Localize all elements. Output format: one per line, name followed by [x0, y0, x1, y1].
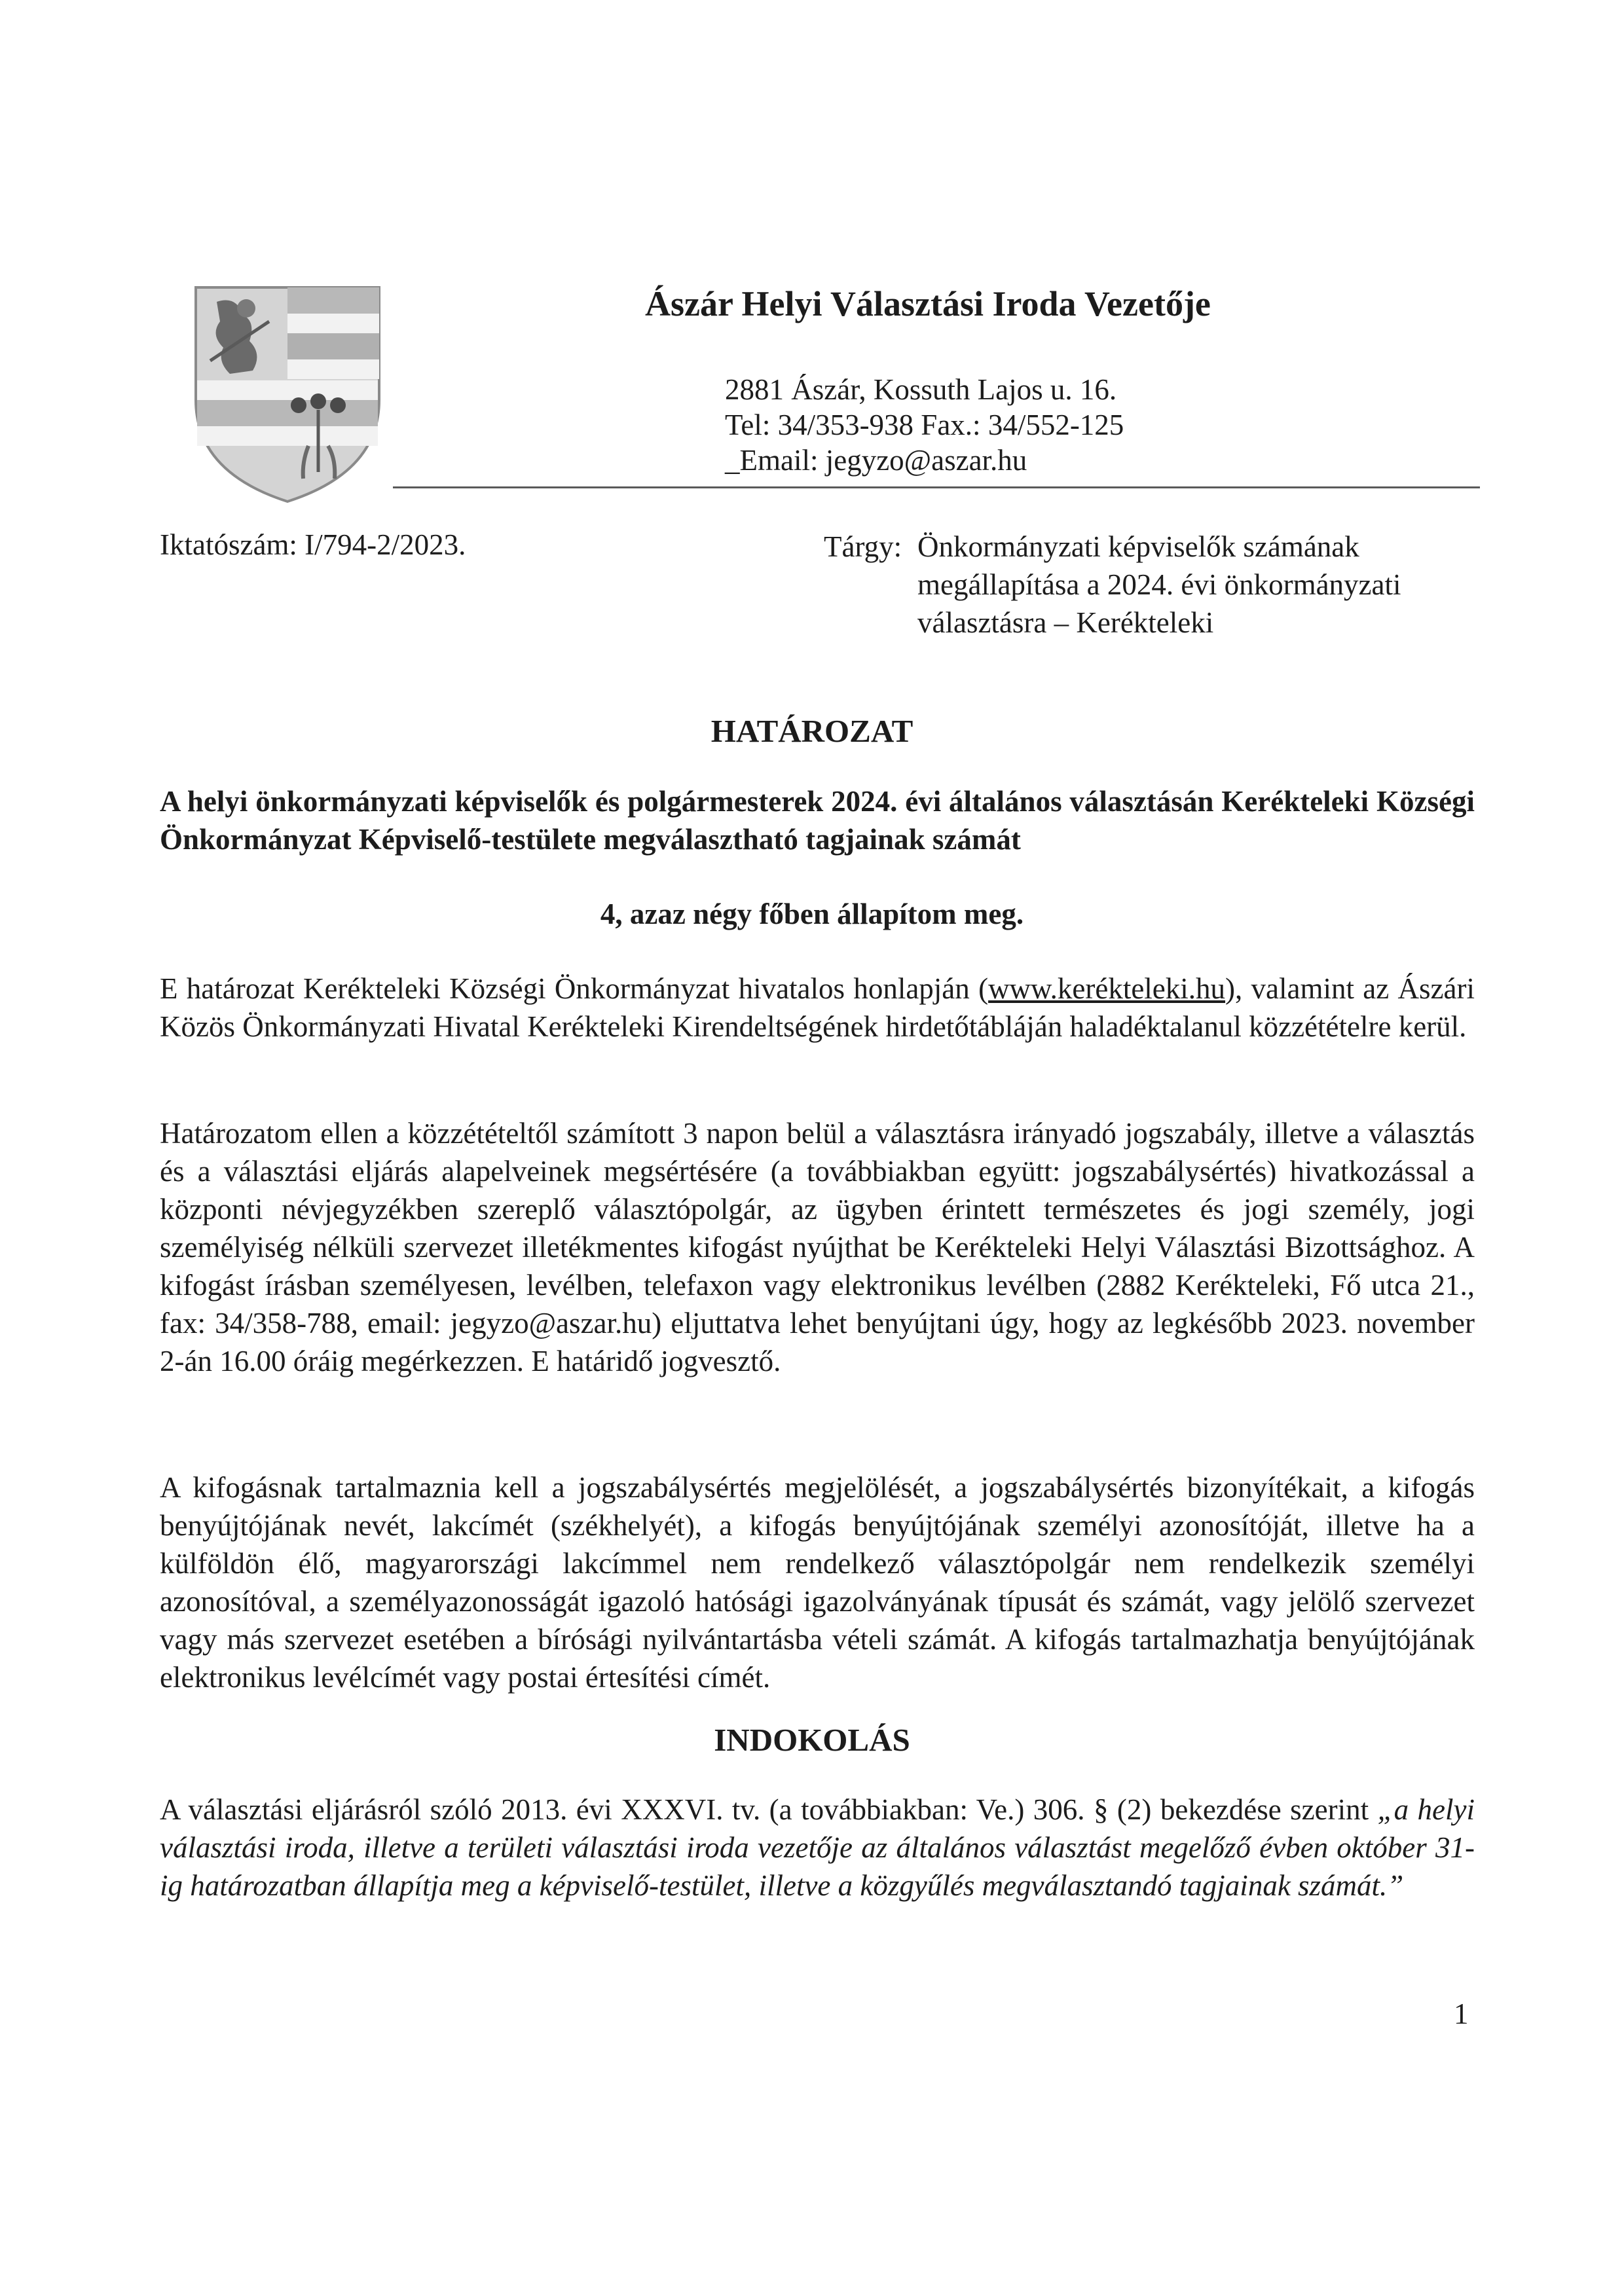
subject-label: Tárgy:	[824, 530, 902, 563]
address-line: 2881 Ászár, Kossuth Lajos u. 16.	[725, 373, 1117, 406]
subject-line: választásra – Kerékteleki	[917, 606, 1214, 639]
office-title: Ászár Helyi Választási Iroda Vezetője	[645, 284, 1211, 323]
subject-block	[824, 528, 1401, 642]
reference-number: Iktatószám: I/794-2/2023.	[160, 528, 466, 561]
justification-paragraph	[160, 1791, 1475, 1904]
subject-line: Önkormányzati képviselők számának	[917, 530, 1359, 563]
website-link[interactable]: www.kerékteleki.hu	[988, 972, 1226, 1005]
office-contact	[725, 372, 1124, 478]
publication-paragraph	[160, 970, 1475, 1046]
decision-result: 4, azaz négy főben állapítom meg.	[600, 898, 1024, 930]
content-requirements-paragraph: A kifogásnak tartalmaznia kell a jogszabálysértés megjelölését, a jogszabálysértés bizonyítékait, a kifogás benyújtójának nevét, lakcímét (székhelyét), a kifogás benyújtójának személyi azonosítóját, illetve ha a külföldön élő, magyarországi lakcímmel nem rendelkező választópolgár nem rendelkezik személyi azonosítóval, a személyazonosságát igazoló hatósági igazolványának típusát és számát, vagy jelölő szervezet vagy más szervezet esetében a bírósági nyilvántartásba vételi számát. A kifogás tartalmazhatja benyújtójának elektronikus levélcímét vagy postai értesítési címét.	[160, 1471, 1475, 1694]
appeal-paragraph: Határozatom ellen a közzétételtől számított 3 napon belül a választásra irányadó jogszabály, illetve a választás és a választási eljárás alapelveinek megsértésére (a továbbiakban együtt: jogszabálysértés) hivatkozással a központi névjegyzékben szereplő választópolgár, az ügyben érintett természetes és jogi személy, jogi személyiség nélküli szervezet illetékmentes kifogást nyújthat be Kerékteleki Helyi Választási Bizottsághoz. A kifogást írásban személyesen, levélben, telefaxon vagy elektronikus levélben (2882 Kerékteleki, Fő utca 21., fax: 34/358-788, email: jegyzo@aszar.hu) eljuttatva lehet benyújtani úgy, hogy az legkésőbb 2023. november 2-án 16.00 óráig megérkezzen. E határidő jogvesztő.	[160, 1117, 1475, 1377]
email-line: _Email: jegyzo@aszar.hu	[725, 444, 1027, 477]
header-divider	[393, 486, 1480, 488]
justification-heading: INDOKOLÁS	[714, 1722, 910, 1758]
decision-statement: A helyi önkormányzati képviselők és polgármesterek 2024. évi általános választásán Kerékteleki Községi Önkormányzat Képviselő-testülete megválasztható tagjainak számát	[160, 785, 1475, 856]
phone-line: Tel: 34/353-938 Fax.: 34/552-125	[725, 409, 1124, 441]
justification-text: A választási eljárásról szóló 2013. évi XXXVI. tv. (a továbbiakban: Ve.) 306. § (2) bekezdése szerint	[160, 1793, 1378, 1826]
publication-text: E határozat Kerékteleki Községi Önkormányzat hivatalos honlapján (	[160, 972, 989, 1005]
page-number: 1	[1454, 1997, 1469, 2030]
legal-quote: „a helyi választási iroda, illetve a területi választási iroda vezetője az általános választást megelőző évben október 31-ig határozatban állapítja meg a képviselő-testület, illetve a közgyűlés megválasztandó tagjainak számát.”	[160, 1793, 1475, 1902]
publication-text: ), valamint az Ászári Közös Önkormányzati Hivatal Kerékteleki Kirendeltségének hirdetőtábláján haladéktalanul közzétételre kerül.	[160, 972, 1475, 1043]
decision-heading: HATÁROZAT	[710, 713, 913, 749]
subject-line: megállapítása a 2024. évi önkormányzati	[917, 568, 1401, 601]
coat-of-arms-logo	[191, 282, 384, 505]
